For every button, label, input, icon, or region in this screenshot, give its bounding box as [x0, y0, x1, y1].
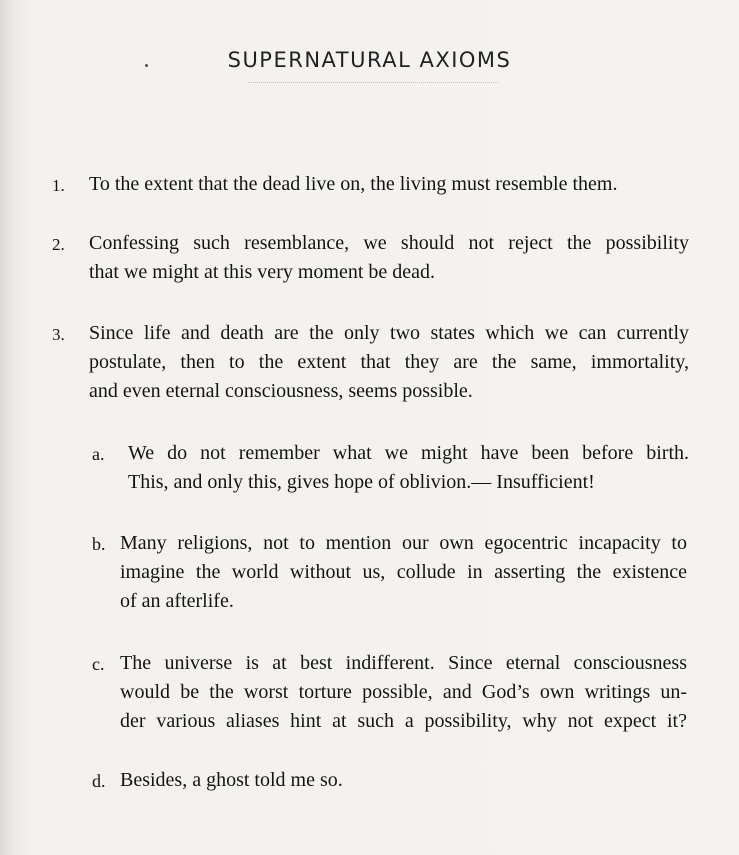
subpoint-b-line-2: imagine the world without us, collude in asserting the existence	[120, 561, 687, 583]
subpoint-b-line-1: Many religions, not to mention our own egocentric incapacity to	[120, 532, 687, 554]
axiom-3-line-1: Since life and death are the only two states which we can currently	[89, 322, 689, 344]
page-title: SUPERNATURAL AXIOMS	[227, 48, 512, 72]
subpoint-a-letter: a.	[92, 444, 105, 464]
subpoint-a-text	[128, 439, 689, 497]
subpoint-a-line-2: This, and only this, gives hope of oblivion.— Insufficient!	[128, 471, 595, 493]
subpoint-d-text	[120, 766, 687, 795]
subpoint-c-line-3: der various aliases hint at such a possibility, why not expect it?	[120, 710, 687, 732]
title-underline	[248, 82, 498, 84]
axiom-1-number: 1.	[52, 176, 65, 195]
axiom-3-line-2: postulate, then to the extent that they are the same, immortality,	[89, 351, 689, 373]
axiom-3-number: 3.	[52, 325, 65, 344]
axiom-1-text	[89, 170, 709, 199]
subpoint-a-line-1: We do not remember what we might have been before birth.	[128, 442, 689, 464]
subpoint-c-line-2: would be the worst torture possible, and God’s own writings un-	[120, 681, 687, 703]
subpoint-b-text	[120, 529, 687, 616]
subpoint-b-letter: b.	[92, 534, 106, 554]
axiom-2-line-2: that we might at this very moment be dead.	[89, 261, 436, 283]
axiom-1-line-1: To the extent that the dead live on, the living must resemble them.	[89, 173, 618, 195]
subpoint-c-line-1: The universe is at best indifferent. Since eternal consciousness	[120, 652, 687, 674]
subpoint-b-line-3: of an afterlife.	[120, 590, 234, 612]
axiom-3-text	[89, 319, 689, 406]
axiom-2-number: 2.	[52, 235, 65, 254]
subpoint-c-text	[120, 649, 687, 736]
subpoint-d-line-1: Besides, a ghost told me so.	[120, 769, 343, 791]
subpoint-c-letter: c.	[92, 654, 105, 674]
axiom-3-line-3: and even eternal consciousness, seems possible.	[89, 380, 473, 402]
subpoint-d-letter: d.	[92, 771, 106, 791]
axiom-2-line-1: Confessing such resemblance, we should not reject the possibility	[89, 232, 689, 254]
axiom-2-text	[89, 229, 689, 287]
